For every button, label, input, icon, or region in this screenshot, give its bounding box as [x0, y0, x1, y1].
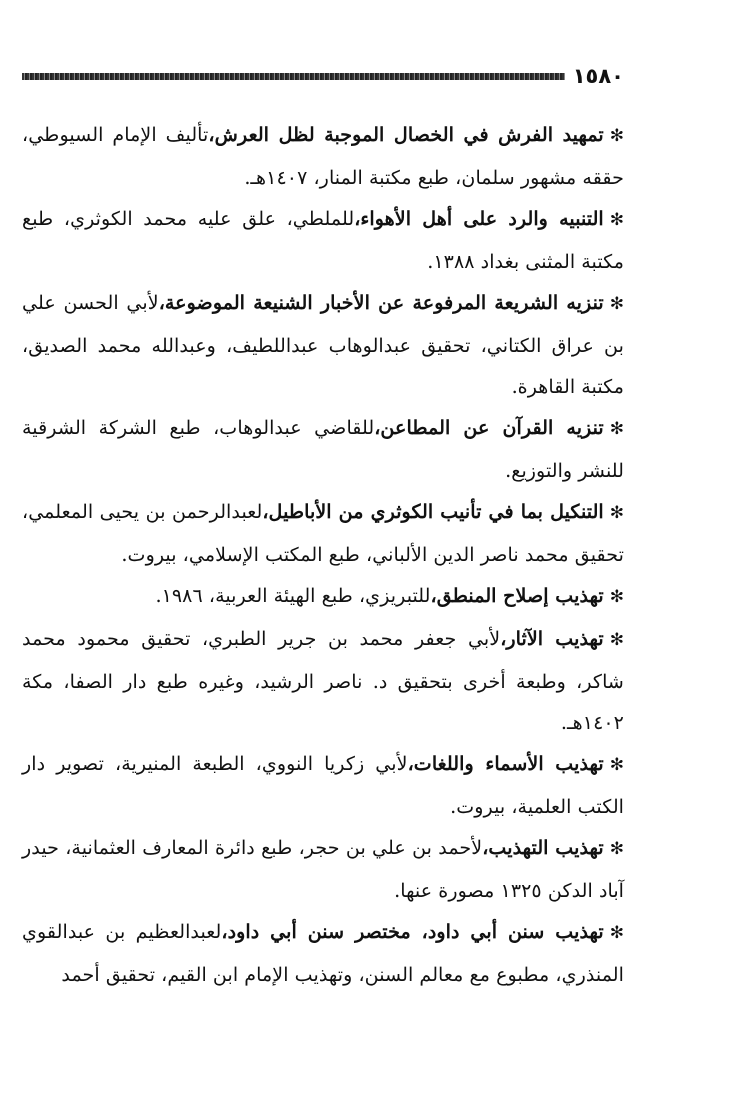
asterisk-icon: ✻: [609, 755, 624, 775]
entry-details: لأبي الحسن علي بن عراق الكتاني، تحقيق عبدالوهاب عبداللطيف، وعبدالله محمد الصديق، مكتبة القاهرة.: [22, 291, 624, 398]
entry-details: للقاضي عبدالوهاب، طبع الشركة الشرقية للنشر والتوزيع.: [22, 416, 624, 482]
entry-details: لعبدالرحمن بن يحيى المعلمي، تحقيق محمد ناصر الدين الألباني، طبع المكتب الإسلامي، بيروت.: [22, 500, 624, 566]
bibliography-entry: [22, 618, 624, 743]
entry-title: تهذيب الآثار،: [500, 627, 604, 650]
bibliography-list: [22, 114, 624, 995]
bibliography-entry: [22, 114, 624, 198]
entry-title: تهذيب إصلاح المنطق،: [430, 584, 604, 607]
entry-details: لأبي جعفر محمد بن جرير الطبري، تحقيق محمود محمد شاكر، وطبعة أخرى بتحقيق د. ناصر الرشيد، وغيره طبع دار الصفا، مكة ١٤٠٢هـ.: [22, 627, 624, 734]
asterisk-icon: ✻: [609, 839, 624, 859]
entry-title: التنبيه والرد على أهل الأهواء،: [354, 207, 604, 230]
entry-title: تنزيه القرآن عن المطاعن،: [374, 416, 604, 439]
book-page: [22, 58, 624, 995]
page-number: ١٥٨٠: [572, 64, 624, 88]
entry-title: تمهيد الفرش في الخصال الموجبة لظل العرش،: [208, 123, 604, 146]
entry-details: لعبدالعظيم بن عبدالقوي المنذري، مطبوع مع معالم السنن، وتهذيب الإمام ابن القيم، تحقيق أحمد: [22, 920, 624, 986]
asterisk-icon: ✻: [609, 587, 624, 607]
bibliography-entry: [22, 743, 624, 827]
bibliography-entry: [22, 827, 624, 911]
asterisk-icon: ✻: [609, 923, 624, 943]
asterisk-icon: ✻: [609, 503, 624, 523]
entry-details: لأبي زكريا النووي، الطبعة المنيرية، تصوير دار الكتب العلمية، بيروت.: [22, 752, 624, 818]
entry-details: للتبريزي، طبع الهيئة العربية، ١٩٨٦.: [155, 584, 431, 607]
asterisk-icon: ✻: [609, 210, 625, 230]
page-header: [22, 58, 624, 94]
entry-details: لأحمد بن علي بن حجر، طبع دائرة المعارف العثمانية، حيدر آباد الدكن ١٣٢٥ مصورة عنها.: [22, 836, 624, 902]
entry-title: تهذيب سنن أبي داود، مختصر سنن أبي داود،: [221, 920, 604, 943]
header-rule: [22, 73, 565, 80]
bibliography-entry: [22, 575, 624, 618]
entry-title: تهذيب الأسماء واللغات،: [407, 752, 604, 775]
entry-details: تأليف الإمام السيوطي، حققه مشهور سلمان، طبع مكتبة المنار، ١٤٠٧هـ.: [22, 123, 624, 189]
bibliography-entry: [22, 491, 624, 575]
entry-details: للملطي، علق عليه محمد الكوثري، طبع مكتبة المثنى بغداد ١٣٨٨.: [22, 207, 624, 273]
bibliography-entry: [22, 407, 624, 491]
entry-title: تنزيه الشريعة المرفوعة عن الأخبار الشنيعة الموضوعة،: [158, 291, 604, 314]
bibliography-entry: [22, 282, 624, 407]
entry-title: التنكيل بما في تأنيب الكوثري من الأباطيل،: [262, 500, 604, 523]
asterisk-icon: ✻: [609, 630, 624, 650]
asterisk-icon: ✻: [609, 126, 625, 146]
bibliography-entry: [22, 911, 624, 995]
asterisk-icon: ✻: [609, 419, 624, 439]
bibliography-entry: [22, 198, 624, 282]
entry-title: تهذيب التهذيب،: [482, 836, 604, 859]
asterisk-icon: ✻: [609, 294, 624, 314]
